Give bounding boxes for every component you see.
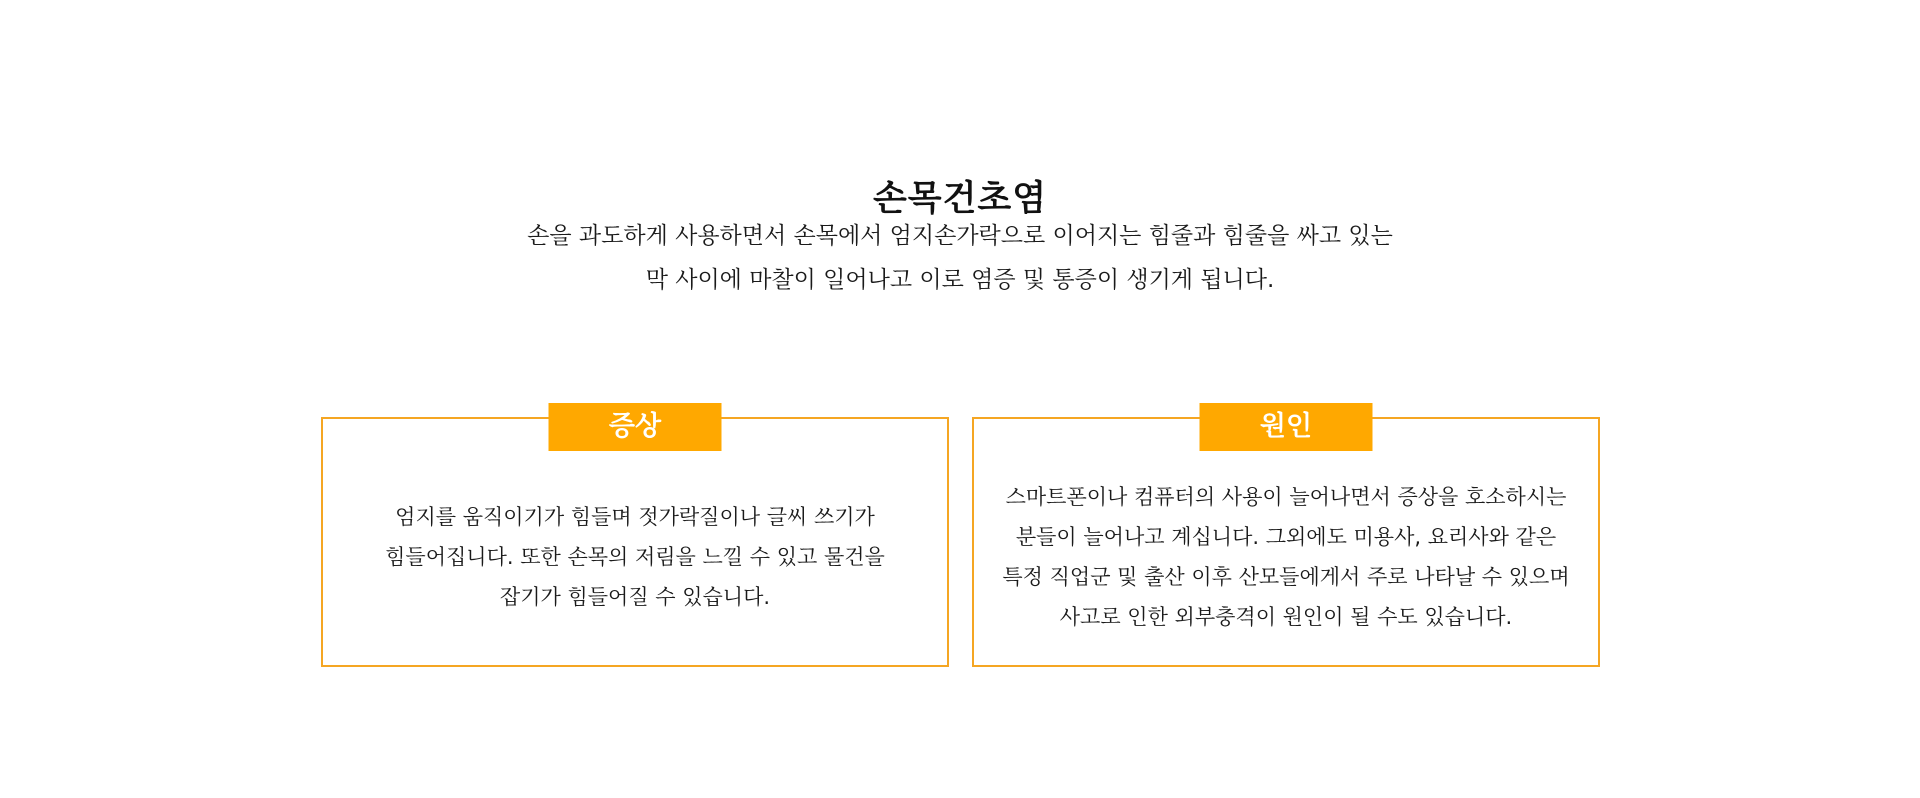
symptoms-line: 잡기가 힘들어질 수 있습니다. xyxy=(499,585,771,609)
causes-label: 원인 xyxy=(1200,403,1373,451)
intro-line: 손을 과도하게 사용하면서 손목에서 엄지손가락으로 이어지는 힘줄과 힘줄을 싸고 있는 xyxy=(527,223,1393,249)
symptoms-label: 증상 xyxy=(549,403,722,451)
symptoms-card xyxy=(321,411,949,667)
intro-line: 막 사이에 마찰이 일어나고 이로 염증 및 통증이 생기게 됩니다. xyxy=(645,267,1275,293)
causes-text xyxy=(974,477,1598,637)
causes-line: 스마트폰이나 컴퓨터의 사용이 늘어나면서 증상을 호소하시는 xyxy=(1005,485,1567,509)
causes-line: 특정 직업군 및 출산 이후 산모들에게서 주로 나타날 수 있으며 xyxy=(1002,565,1570,589)
causes-line: 분들이 늘어나고 계십니다. 그외에도 미용사, 요리사와 같은 xyxy=(1015,525,1557,549)
symptoms-line: 엄지를 움직이기가 힘들며 젓가락질이나 글씨 쓰기가 xyxy=(395,505,875,529)
symptoms-text xyxy=(323,497,947,617)
causes-card xyxy=(972,411,1600,667)
intro-text xyxy=(0,214,1920,302)
symptoms-line: 힘들어집니다. 또한 손목의 저림을 느낄 수 있고 물건을 xyxy=(385,545,885,569)
causes-line: 사고로 인한 외부충격이 원인이 될 수도 있습니다. xyxy=(1059,605,1513,629)
page-title: 손목건초염 xyxy=(872,178,1048,220)
